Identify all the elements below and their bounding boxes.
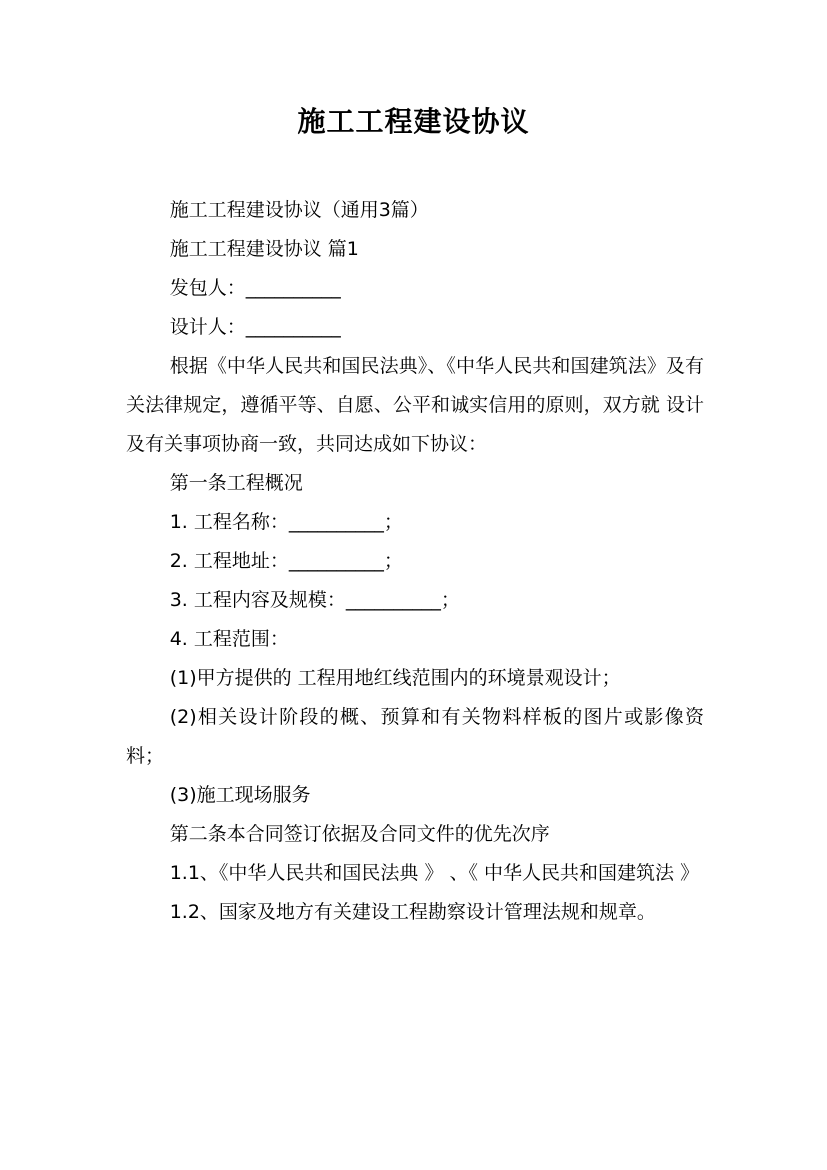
- designer-field: 设计人：__________: [169, 316, 341, 338]
- article-heading: 第一条工程概况: [169, 472, 303, 494]
- document-body: [126, 191, 704, 932]
- range-item: (3)施工现场服务: [169, 784, 311, 806]
- project-range-heading: 4. 工程范围：: [169, 628, 289, 650]
- basis-item: 1.1、《中华人民共和国民法典 》 、《 中华人民共和国建筑法 》: [169, 862, 700, 884]
- basis-item: 1.2、国家及地方有关建设工程勘察设计管理法规和规章。: [169, 901, 656, 923]
- project-address-field: 2. 工程地址：__________；: [169, 550, 403, 572]
- range-item: (2)相关设计阶段的概、预算和有关物料样板的图片或影像资料；: [126, 706, 704, 767]
- article-heading: 第二条本合同签订依据及合同文件的优先次序: [169, 823, 550, 845]
- contractor-field: 发包人：__________: [169, 277, 341, 299]
- project-name-field: 1. 工程名称：__________；: [169, 511, 403, 533]
- subtitle-paragraph: 施工工程建设协议（通用3篇）: [169, 199, 429, 221]
- range-item: (1)甲方提供的 工程用地红线范围内的环境景观设计；: [169, 667, 621, 689]
- section-heading: 施工工程建设协议 篇1: [169, 238, 359, 260]
- project-scope-field: 3. 工程内容及规模：__________；: [169, 589, 460, 611]
- preamble-paragraph: 根据《中华人民共和国民法典》、《中华人民共和国建筑法》及有关法律规定，遵循平等、自愿、公平和诚实信用的原则，双方就 设计及有关事项协商一致，共同达成如下协议：: [126, 355, 704, 455]
- document-title: 施工工程建设协议: [297, 105, 530, 138]
